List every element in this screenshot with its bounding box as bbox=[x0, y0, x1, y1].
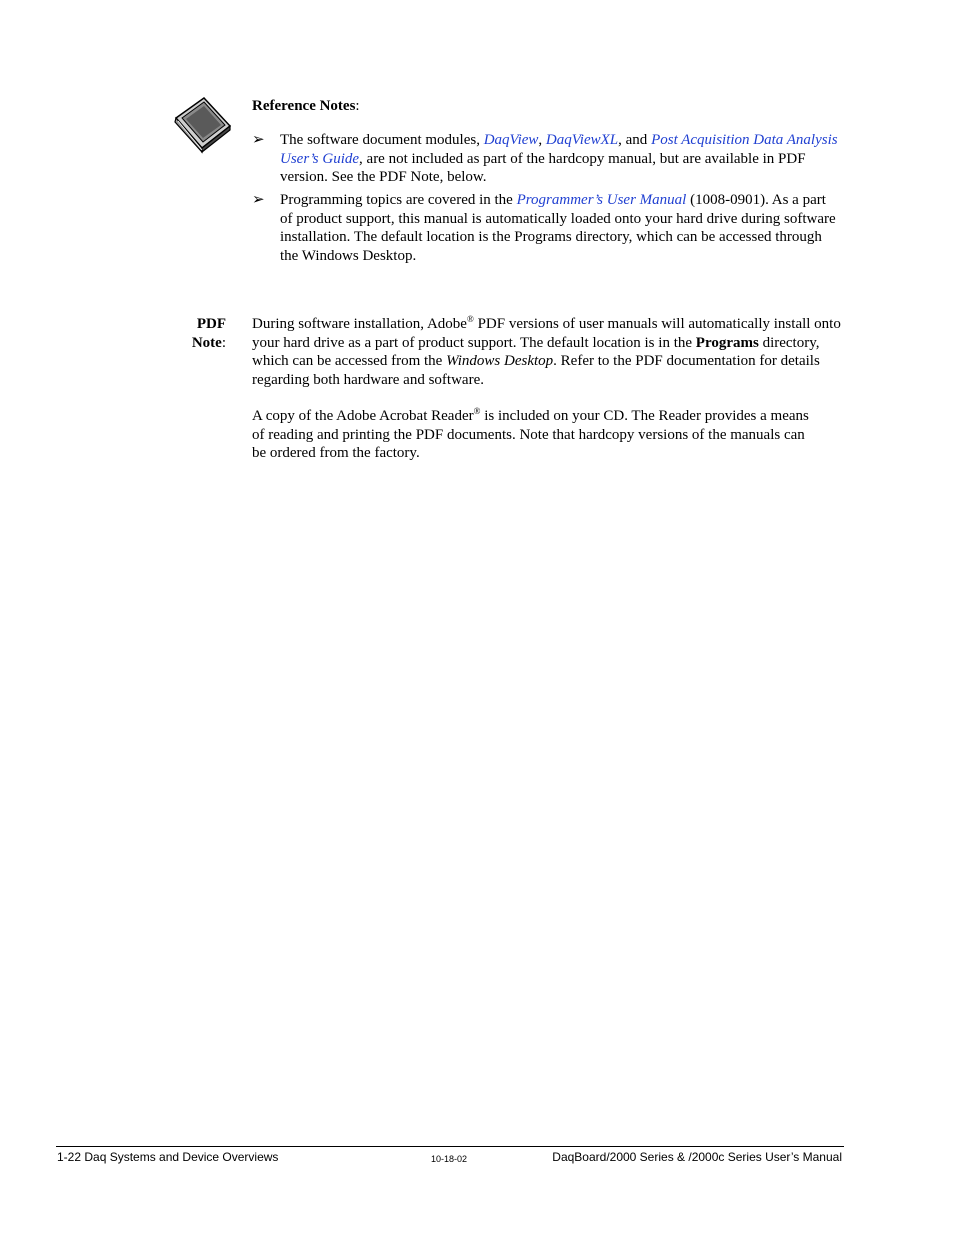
document-link[interactable]: DaqView bbox=[483, 132, 539, 148]
bullet-text: , and bbox=[618, 132, 652, 148]
bullet-text: (1008-0901). As a part of product support, this manual is automatically loaded onto your hard drive during software installation. The default location is the Programs directory, which can be accessed through the Windows Desktop. bbox=[280, 192, 836, 264]
bullet-text: Programming topics are covered in the bbox=[280, 192, 517, 208]
footer-manual-title: DaqBoard/2000 Series & /2000c Series User’s Manual bbox=[552, 1150, 842, 1164]
document-link[interactable]: DaqViewXL bbox=[545, 132, 619, 148]
reference-notes-title: Reference Notes: bbox=[252, 98, 360, 114]
footer-section-title: 1-22 Daq Systems and Device Overviews bbox=[57, 1150, 279, 1164]
footer-divider bbox=[56, 1146, 844, 1147]
document-link[interactable]: Programmer’s User Manual bbox=[516, 192, 687, 208]
footer-date: 10-18-02 bbox=[431, 1154, 468, 1164]
pdf-note-label: PDF Note: bbox=[191, 316, 226, 351]
reference-bullet-2 bbox=[280, 191, 840, 265]
arrow-bullet-icon: ➢ bbox=[252, 190, 265, 208]
book-icon bbox=[172, 96, 234, 154]
document-link[interactable]: Post Acquisition Data Analysis User’s Guide bbox=[280, 132, 838, 167]
pdf-note-paragraph-2: A copy of the Adobe Acrobat Reader® is included on your CD. The Reader provides a means of reading and printing the PDF documents. Note that hardcopy versions of the manuals can be ordered from the factory. bbox=[252, 406, 809, 461]
arrow-bullet-icon: ➢ bbox=[252, 130, 265, 148]
pdf-note-paragraph-1: During software installation, Adobe® PDF versions of user manuals will automatically install onto your hard drive as a part of product support. The default location is in the Programs directory, which can be accessed from the Windows Desktop. Refer to the PDF documentation for details regarding both hardware and software. bbox=[252, 314, 841, 388]
bullet-text: , bbox=[538, 132, 546, 148]
bullet-text: , are not included as part of the hardcopy manual, but are available in PDF version. See the PDF Note, below. bbox=[280, 150, 806, 185]
bullet-text: The software document modules, bbox=[280, 132, 484, 148]
reference-bullet-1 bbox=[280, 131, 840, 187]
